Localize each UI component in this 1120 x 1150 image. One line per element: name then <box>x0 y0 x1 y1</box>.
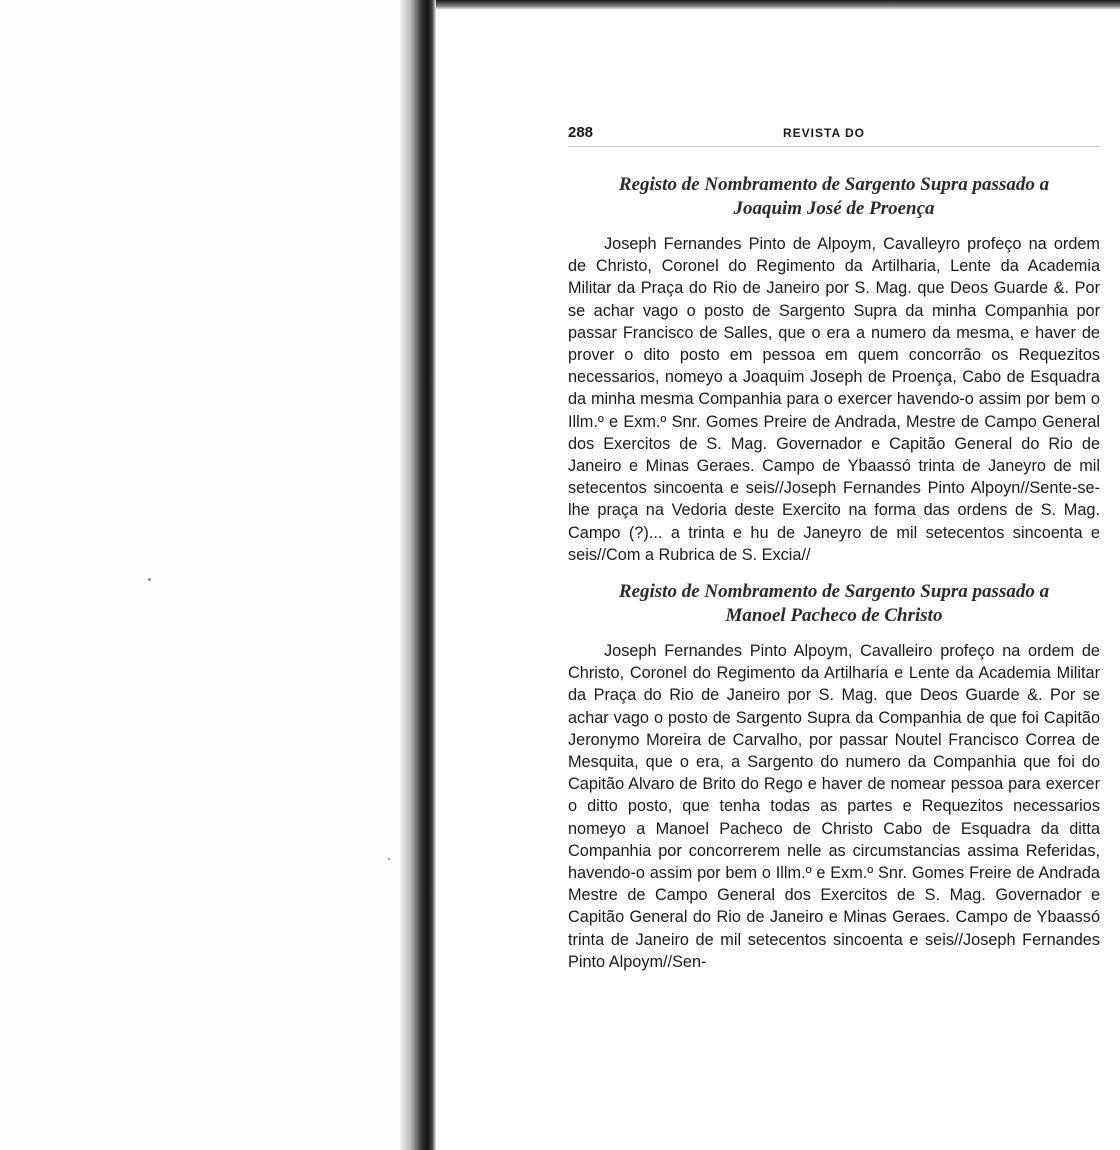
journal-title: REVISTA DO <box>783 126 866 140</box>
running-head <box>568 122 1100 147</box>
page-content <box>568 122 1100 1142</box>
page-number: 288 <box>568 124 594 141</box>
heading-line: Manoel Pacheco de Christo <box>725 605 943 627</box>
book-spine <box>400 0 436 1150</box>
section-body-pacheco: Joseph Fernandes Pinto Alpoym, Cavalleiro profeço na ordem de Christo, Coronel do Regimento da Artilharia e Lente da Academia Militar da Praça do Rio de Janeiro por S. Mag. que Deos Guarde &. Por se achar vago o posto de Sargento Supra da Companhia de que foi Capitão Jeronymo Moreira de Carvalho, por passar Noutel Francisco Correa de Mesquita, que o era, a Sargento do numero da Companhia que foi do Capitão Alvaro de Brito do Rego e haver de nomear pessoa para exercer o ditto posto, que tenha todas as partes e Requezitos necessarios nomeyo a Manoel Pacheco de Christo Cabo de Esquadra da ditta Companhia por concorrerem nelle as circumstancias assima Referidas, havendo-o assim por bem o Illm.º e Exm.º Snr. Gomes Freire de Andrada Mestre de Campo General dos Exercitos de S. Mag. Governador e Capitão General do Rio de Janeiro e Minas Geraes. Campo de Ybaassó trinta de Janeiro de mil setecentos sincoenta e seis//Joseph Fernandes Pinto Alpoym//Sen- <box>568 642 1100 971</box>
heading-line: Joaquim José de Proença <box>733 198 935 219</box>
section-body-proenca: Joseph Fernandes Pinto de Alpoym, Cavalleyro profeço na ordem de Christo, Coronel do Regimento da Artilharia, Lente da Academia Militar da Praça do Rio de Janeiro por S. Mag. que Deos Guarde &. Por se achar vago o posto de Sargento Supra da minha Companhia por passar Francisco de Salles, que o era a numero da mesma, e haver de prover o dito posto em pessoa em quem concorrão os Requezitos necessarios, nomeyo a Joaquim Joseph de Proença, Cabo de Esquadra da minha mesma Companhia para o exercer havendo-o assim por bem o Illm.º e Exm.º Snr. Gomes Preire de Andrada, Mestre de Campo General dos Exercitos de S. Mag. Governador e Capitão General do Rio de Janeiro e Minas Geraes. Campo de Ybaassó trinta de Janeyro de mil setecentos sincoenta e seis//Joseph Fernandes Pinto Alpoyn//Sente-se-lhe praça na Vedoria deste Exercito na forma das ordens de S. Mag. Campo (?)... a trinta e hu de Janeyro de mil setecentos sincoenta e seis//Com a Rubrica de S. Excia// <box>568 235 1100 564</box>
page-top-edge <box>436 0 1120 10</box>
section-heading-proenca <box>568 173 1100 221</box>
paper-speck <box>148 578 151 581</box>
left-facing-page <box>0 0 400 1150</box>
paper-speck <box>388 858 390 860</box>
heading-line: Registo de Nombramento de Sargento Supra passado a <box>618 581 1050 603</box>
section-heading-pacheco <box>568 580 1100 628</box>
heading-line: Registo de Nombramento de Sargento Supra passado a <box>618 174 1050 195</box>
